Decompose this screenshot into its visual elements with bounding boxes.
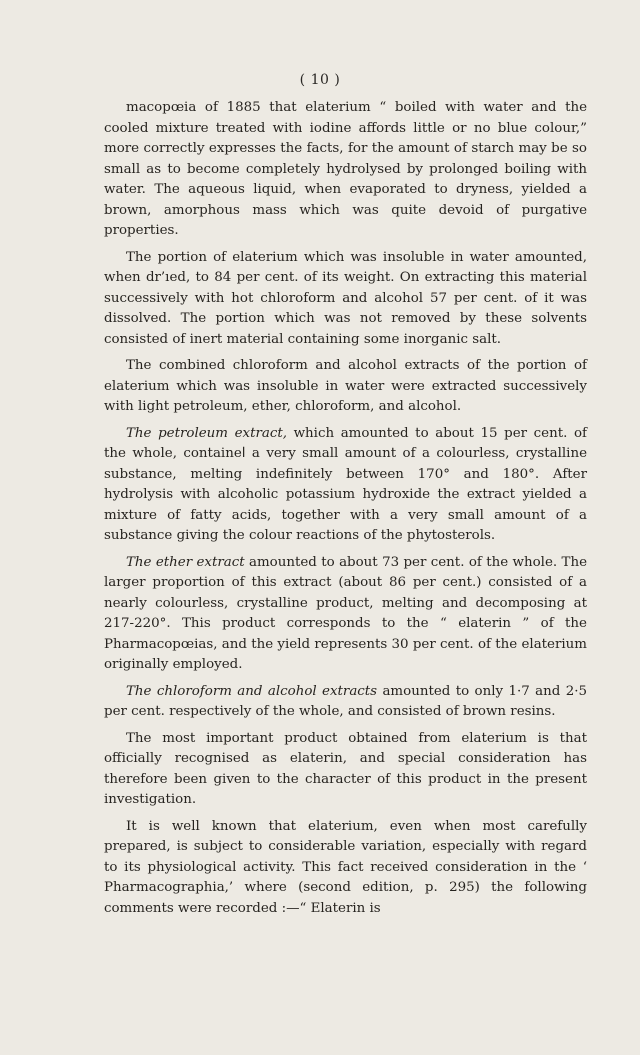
paragraph-text: amounted to only 1·7 and 2·5 per cent. respectively of the whole, and consisted of brown resins. (104, 683, 588, 719)
paragraph (104, 729, 587, 811)
paragraph-text: The combined chloroform and alcohol extracts of the portion of elaterium which was insoluble in water were extracted successively with light petroleum, ether, chloroform, and alcohol. (104, 358, 587, 414)
paragraph-lead: The chloroform and alcohol extracts (126, 683, 378, 699)
paragraph-text: which amounted to about 15 per cent. of the whole, containeا a very small amount of a colourless, crystalline substance, melting indefinitely between 170° and 180°. After hydrolysis with alcoholic potassium hydroxide the extract yielded a mixture of fatty acids, together with a very small amount of a substance giving the colour reactions of the phytosterols. (104, 425, 587, 543)
paragraph-lead: The petroleum extract, (126, 425, 287, 441)
paragraph (104, 424, 587, 547)
paragraph-text: It is well known that elaterium, even when most carefully prepared, is subject to considerable variation, especially with regard to its physiological activity. This fact received consideration in the ‘ Pharmacographia,’ where (second edition, p. 295) the following comments were recorded :—“ Elaterin is (104, 818, 587, 916)
paragraph-text: The most important product obtained from elaterium is that officially recognised as elaterin, and special consideration has therefore been given to the character of this product in the present investigation. (104, 730, 587, 807)
paragraph-text: macopœia of 1885 that elaterium “ boiled with water and the cooled mixture treated with iodine affords little or no blue colour,” more correctly expresses the facts, for the amount of starch may be so small as to become completely hydrolysed by prolonged boiling with water. The aqueous liquid, when evaporated to dryness, yielded a brown, amorphous mass which was quite devoid of purgative properties. (104, 100, 587, 238)
paragraph (104, 817, 587, 920)
paragraph (104, 98, 587, 242)
paragraph-lead: The ether extract (126, 554, 245, 570)
body-text (104, 98, 587, 925)
paragraph (104, 553, 587, 676)
paragraph-text: The portion of elaterium which was insoluble in water amounted, when dr’ıed, to 84 per cent. of its weight. On extracting this material successively with hot chloroform and alcohol 57 per cent. of it was dissolved. The portion which was not removed by these solvents consisted of inert material containing some inorganic salt. (104, 249, 587, 347)
paragraph (104, 356, 587, 418)
paragraph-text: amounted to about 73 per cent. of the whole. The larger proportion of this extract (about 86 per cent.) consisted of a nearly colourless, crystalline product, melting and decomposing at 217-220°. This product corresponds to the “ elaterin ” of the Pharmacopœias, and the yield represents 30 per cent. of the elaterium originally employed. (104, 554, 587, 672)
page-number: ( 10 ) (299, 72, 341, 88)
paragraph (104, 682, 587, 723)
paragraph (104, 248, 587, 351)
